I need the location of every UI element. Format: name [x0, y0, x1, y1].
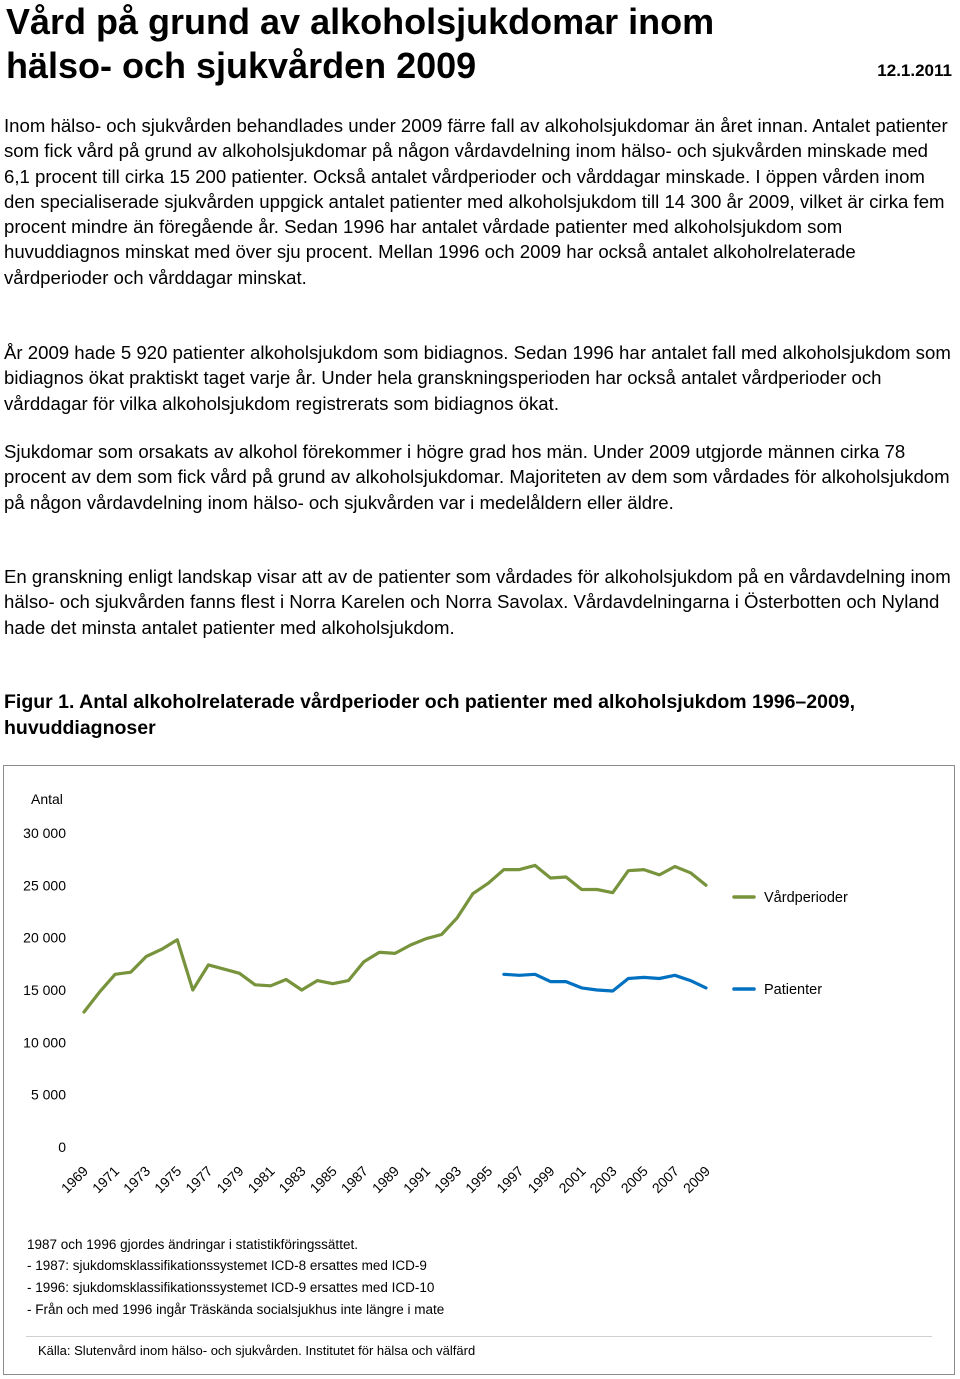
y-tick-label: 20 000	[23, 929, 66, 946]
x-tick-label: 2009	[679, 1162, 714, 1197]
x-tick-label: 1985	[306, 1162, 340, 1197]
x-tick-label: 1981	[244, 1162, 278, 1197]
y-tick-labels	[23, 825, 66, 1155]
y-axis-label: Antal	[31, 791, 63, 807]
x-tick-label: 2005	[617, 1162, 651, 1197]
paragraph-1: Inom hälso- och sjukvården behandlades under 2009 färre fall av alkoholsjukdomar än året innan. Antalet patienter som fick vård på grund av alkoholsjukdomar på någon vårdavdelning inom hälso- och sjukvården minskade med 6,1 procent till cirka 15 200 patienter. Också antalet vårdperioder och vårddagar minskade. I öppen vården inom den specialiserade sjukvården uppgick antalet patienter med alkoholsjukdom till 14 300 år 2009, vilket är cirka fem procent mindre än föregående år. Sedan 1996 har antalet vårdade patienter med alkoholsjukdom som huvuddiagnos minskat med över sju procent. Mellan 1996 och 2009 har också antalet alkoholrelaterade vårdperioder och vårddagar minskat.	[4, 115, 948, 288]
legend-label: Vårdperioder	[764, 890, 848, 906]
x-tick-label: 1999	[524, 1162, 558, 1197]
x-tick-label: 1987	[337, 1162, 372, 1197]
paragraph-2: År 2009 hade 5 920 patienter alkoholsjukdom som bidiagnos. Sedan 1996 har antalet fall med alkoholsjukdom som bidiagnos ökat praktiskt taget varje år. Under hela granskningsperioden har också antalet vårdperioder och vårddagar för vilka alkoholsjukdom registrerats som bidiagnos ökat.	[4, 342, 951, 414]
legend-label: Patienter	[764, 982, 823, 998]
publication-date: 12.1.2011	[877, 61, 952, 80]
figure-title: Figur 1. Antal alkoholrelaterade vårdperioder och patienter med alkoholsjukdom 1996–2009, huvuddiagnoser	[4, 691, 856, 739]
x-tick-label: 1971	[88, 1162, 123, 1197]
x-tick-label: 1991	[399, 1162, 434, 1197]
x-tick-label: 1983	[275, 1162, 309, 1197]
y-tick-label: 30 000	[23, 825, 66, 841]
x-tick-label: 1973	[119, 1162, 154, 1197]
chart-note-3: - 1996: sjukdomsklassifikationssystemet ICD-9 ersattes med ICD-10	[27, 1280, 435, 1295]
series-lines	[84, 865, 706, 1012]
x-tick-labels	[58, 1163, 713, 1196]
x-tick-label: 1969	[57, 1162, 92, 1197]
x-tick-label: 1977	[182, 1162, 216, 1197]
y-tick-label: 10 000	[23, 1034, 66, 1051]
x-tick-label: 1993	[430, 1162, 465, 1197]
y-tick-label: 25 000	[23, 877, 66, 894]
y-tick-label: 5 000	[30, 1086, 66, 1103]
x-tick-label: 1995	[462, 1162, 496, 1197]
x-tick-label: 1989	[368, 1162, 403, 1197]
chart-note-1: 1987 och 1996 gjordes ändringar i statistikföringssättet.	[27, 1237, 358, 1252]
x-tick-label: 1975	[151, 1162, 185, 1197]
y-tick-label: 0	[58, 1139, 66, 1155]
legend	[734, 890, 848, 998]
paragraph-4: En granskning enligt landskap visar att av de patienter som vårdades för alkoholsjukdom på en vårdavdelning inom hälso- och sjukvården fanns flest i Norra Karelen och Norra Savolax. Vårdavdelningarna i Österbotten och Nyland hade det minsta antalet patienter med alkoholsjukdom.	[4, 566, 951, 638]
title-line-1: Vård på grund av alkoholsjukdomar inom	[6, 1, 715, 42]
x-tick-label: 1979	[213, 1162, 247, 1197]
chart-note-2: - 1987: sjukdomsklassifikationssystemet ICD-8 ersattes med ICD-9	[27, 1258, 427, 1273]
x-tick-label: 2007	[648, 1162, 683, 1197]
source-note: Källa: Slutenvård inom hälso- och sjukvården. Institutet för hälsa och välfärd	[38, 1343, 476, 1358]
y-tick-label: 15 000	[23, 982, 66, 998]
series-line-patienter	[504, 974, 706, 991]
title-line-2: hälso- och sjukvården 2009	[6, 45, 477, 86]
x-tick-label: 1997	[493, 1162, 527, 1197]
chart-note-4: - Från och med 1996 ingår Träskända socialsjukhus inte längre i mate	[27, 1302, 445, 1317]
paragraph-3: Sjukdomar som orsakats av alkohol förekommer i högre grad hos män. Under 2009 utgjorde männen cirka 78 procent av dem som fick vård på grund av alkoholsjukdomar. Majoriteten av dem som vårdades för alkoholsjukdom på någon vårdavdelning inom hälso- och sjukvården var i medelåldern eller äldre.	[4, 441, 950, 513]
x-tick-label: 2001	[555, 1162, 589, 1197]
x-tick-label: 2003	[586, 1162, 620, 1197]
